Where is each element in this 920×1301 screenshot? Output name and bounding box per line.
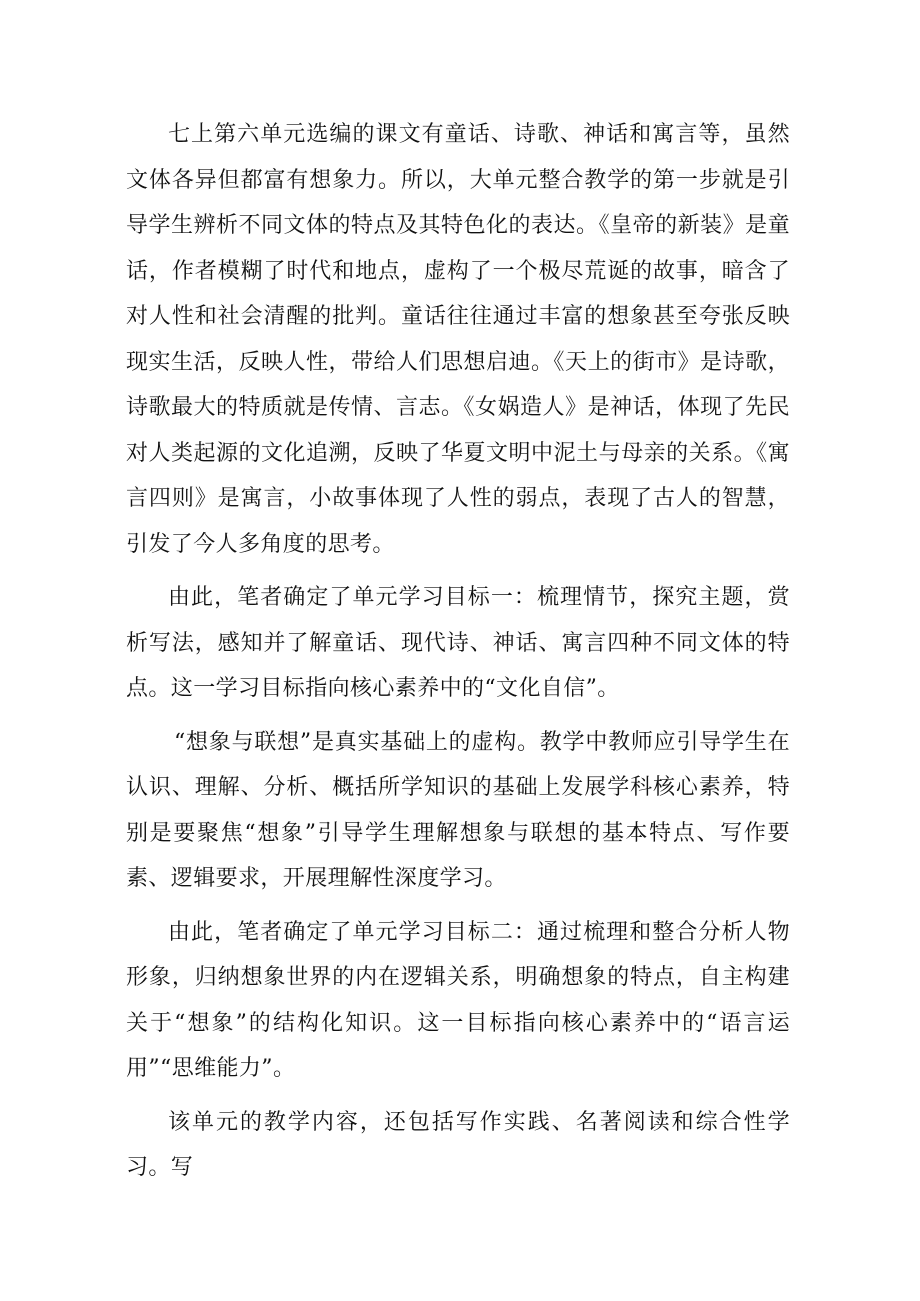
- paragraph-imagination-association: “想象与联想”是真实基础上的虚构。教学中教师应引导学生在认识、理解、分析、概括所学知识的基础上发展学科核心素养，特别是要聚焦“想象”引导学生理解想象与联想的基本特点、写作要素、逻辑要求，开展理解性深度学习。: [126, 729, 790, 891]
- paragraph-teaching-content: 该单元的教学内容，还包括写作实践、名著阅读和综合性学习。写: [126, 1109, 790, 1180]
- document-body: [126, 112, 790, 1199]
- paragraph-learning-goal-two: 由此，笔者确定了单元学习目标二：通过梳理和整合分析人物形象，归纳想象世界的内在逻辑关系，明确想象的特点，自主构建关于“想象”的结构化知识。这一目标指向核心素养中的“语言运用”“思维能力”。: [126, 919, 790, 1081]
- paragraph-learning-goal-one: 由此，笔者确定了单元学习目标一：梳理情节，探究主题，赏析写法，感知并了解童话、现代诗、神话、寓言四种不同文体的特点。这一学习目标指向核心素养中的“文化自信”。: [126, 585, 790, 701]
- paragraph-unit-overview: 七上第六单元选编的课文有童话、诗歌、神话和寓言等，虽然文体各异但都富有想象力。所以，大单元整合教学的第一步就是引导学生辨析不同文体的特点及其特色化的表达。《皇帝的新装》是童话，作者模糊了时代和地点，虚构了一个极尽荒诞的故事，暗含了对人性和社会清醒的批判。童话往往通过丰富的想象甚至夸张反映现实生活，反映人性，带给人们思想启迪。《天上的街市》是诗歌，诗歌最大的特质就是传情、言志。《女娲造人》是神话，体现了先民对人类起源的文化追溯，反映了华夏文明中泥土与母亲的关系。《寓言四则》是寓言，小故事体现了人性的弱点，表现了古人的智慧，引发了今人多角度的思考。: [126, 122, 790, 557]
